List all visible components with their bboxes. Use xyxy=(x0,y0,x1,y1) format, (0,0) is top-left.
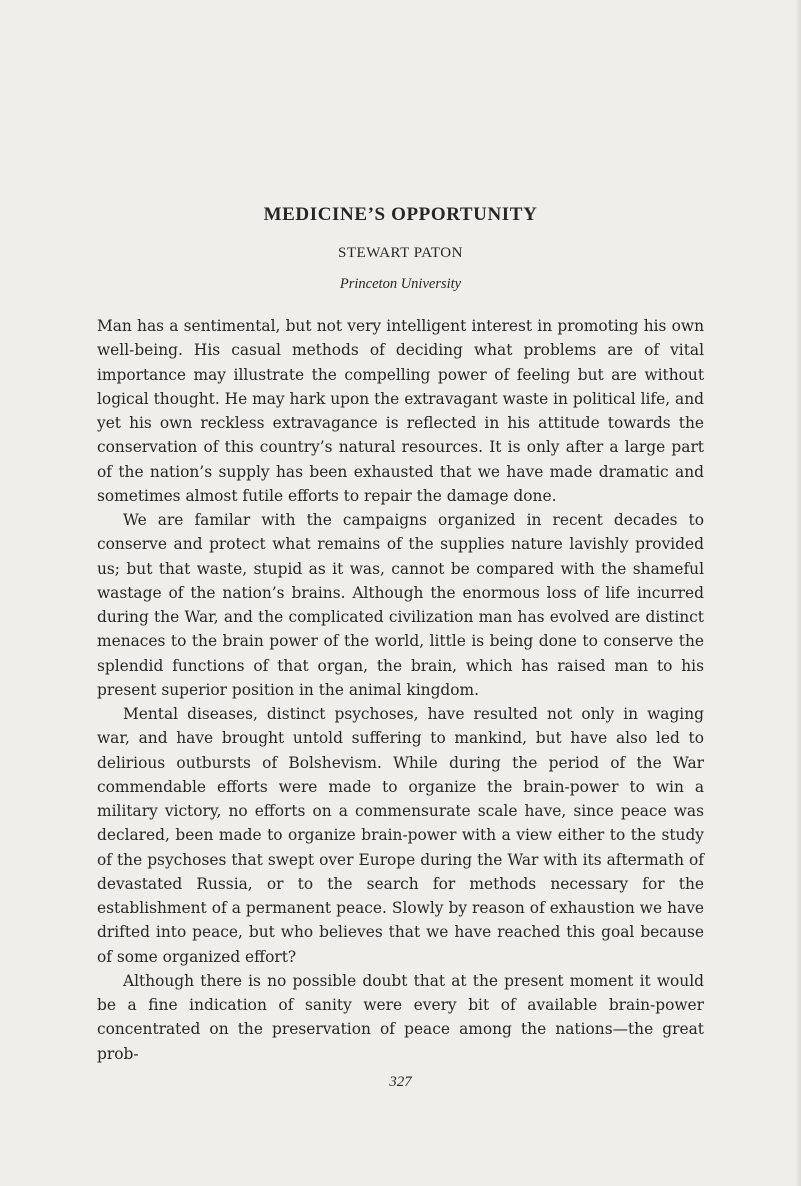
paragraph: Mental diseases, distinct psychoses, have resulted not only in waging war, and have brought untold suffering to mankind, but have also led to delirious outbursts of Bolshevism. While during the period of the War commendable efforts were made to organize the brain-power to win a military victory, no efforts on a commensurate scale have, since peace was declared, been made to organize brain-power with a view either to the study of the psychoses that swept over Europe during the War with its aftermath of devastated Russia, or to the search for methods necessary for the establishment of a permanent peace. Slowly by reason of exhaustion we have drifted into peace, but who believes that we have reached this goal because of some organized effort? xyxy=(97,705,704,966)
page-number: 327 xyxy=(389,1074,412,1090)
author-affiliation: Princeton University xyxy=(339,276,462,292)
article-body xyxy=(97,314,704,1066)
article-author: STEWART PATON xyxy=(338,245,463,261)
paragraph: Man has a sentimental, but not very intelligent interest in promoting his own well-being. His casual methods of deciding what problems are of vital importance may illustrate the compelling power of feeling but are without logical thought. He may hark upon the extravagant waste in political life, and yet his own reckless extravagance is reflected in his attitude towards the conservation of this country’s natural resources. It is only after a large part of the nation’s supply has been exhausted that we have made dramatic and sometimes almost futile efforts to repair the damage done. xyxy=(97,317,704,505)
page-edge-shadow xyxy=(795,0,801,1186)
article-title: MEDICINE’S OPPORTUNITY xyxy=(263,204,538,225)
paragraph: Although there is no possible doubt that at the present moment it would be a fine indication of sanity were every bit of available brain-power concentrated on the preservation of peace among the nations—the great prob- xyxy=(97,971,704,1063)
paragraph: We are familar with the campaigns organized in recent decades to conserve and protect what remains of the supplies nature lavishly provided us; but that waste, stupid as it was, cannot be compared with the shameful wastage of the nation’s brains. Although the enormous loss of life incurred during the War, and the complicated civilization man has evolved are distinct menaces to the brain power of the world, little is being done to conserve the splendid functions of that organ, the brain, which has raised man to his present superior position in the animal kingdom. xyxy=(97,511,704,699)
